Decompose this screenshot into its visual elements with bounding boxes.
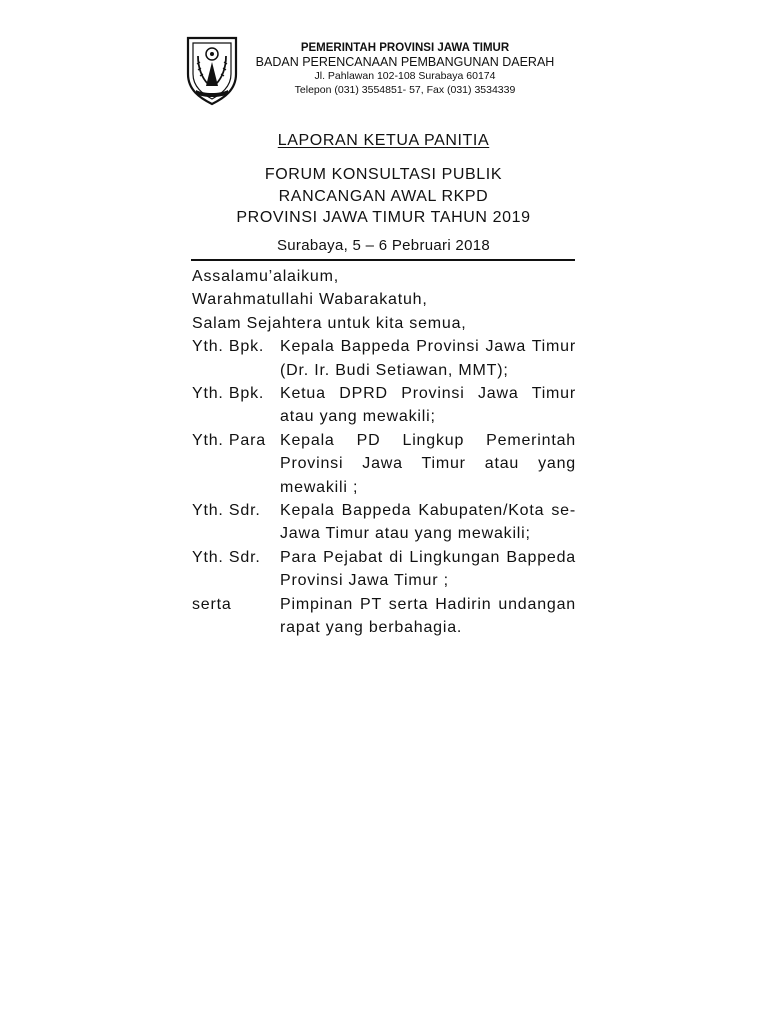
addressee-row [192,429,576,499]
addressee-label: Yth. Sdr. [192,548,261,566]
forum-title-block [192,164,575,229]
greeting-line: Warahmatullahi Wabarakatuh, [192,291,428,309]
speech-body [192,265,576,640]
forum-title-line: FORUM KONSULTASI PUBLIK [264,166,503,183]
greeting-line: Assalamu’alaikum, [192,268,339,285]
addressee-label: Yth. Bpk. [192,385,265,403]
agency-name: BADAN PERENCANAAN PEMBANGUNAN DAERAH [255,55,555,69]
addressee-row [192,335,576,382]
addressee-text: Para Pejabat di Lingkungan Bappeda Provinsi Jawa Timur ; [280,548,576,590]
addressee-text: Kepala Bappeda Provinsi Jawa Timur (Dr. Ir. Budi Setiawan, MMT); [280,338,576,379]
report-title: LAPORAN KETUA PANITIA [277,132,490,149]
letterhead [180,34,580,106]
letterhead-text [240,41,570,97]
provincial-emblem-icon [184,34,240,106]
addressee-label: Yth. Bpk. [192,338,265,356]
addressee-row [192,546,576,593]
addressee-label: Yth. Sdr. [192,502,261,520]
header-divider [191,259,575,261]
addressee-text: Pimpinan PT serta Hadirin undangan rapat yang berbahagia. [280,595,576,637]
agency-phone: Telepon (031) 3554851- 57, Fax (031) 3534339 [294,84,516,96]
addressee-label: Yth. Para [192,431,266,449]
addressee-row [192,593,576,640]
addressee-text: Kepala Bappeda Kabupaten/Kota se-Jawa Timur atau yang mewakili; [280,502,576,543]
forum-title-line: PROVINSI JAWA TIMUR TAHUN 2019 [236,209,531,226]
addressee-row [192,382,576,429]
event-date: Surabaya, 5 – 6 Pebruari 2018 [276,237,490,254]
greeting-line: Salam Sejahtera untuk kita semua, [192,314,467,332]
addressee-label: serta [192,595,232,613]
addressee-row [192,499,576,546]
forum-title-line: RANCANGAN AWAL RKPD [278,187,489,205]
agency-address: Jl. Pahlawan 102-108 Surabaya 60174 [314,70,496,82]
government-name: PEMERINTAH PROVINSI JAWA TIMUR [300,42,510,54]
addressee-text: Ketua DPRD Provinsi Jawa Timur atau yang mewakili; [280,385,576,426]
addressee-text: Kepala PD Lingkup Pemerintah Provinsi Jawa Timur atau yang mewakili ; [280,431,576,496]
